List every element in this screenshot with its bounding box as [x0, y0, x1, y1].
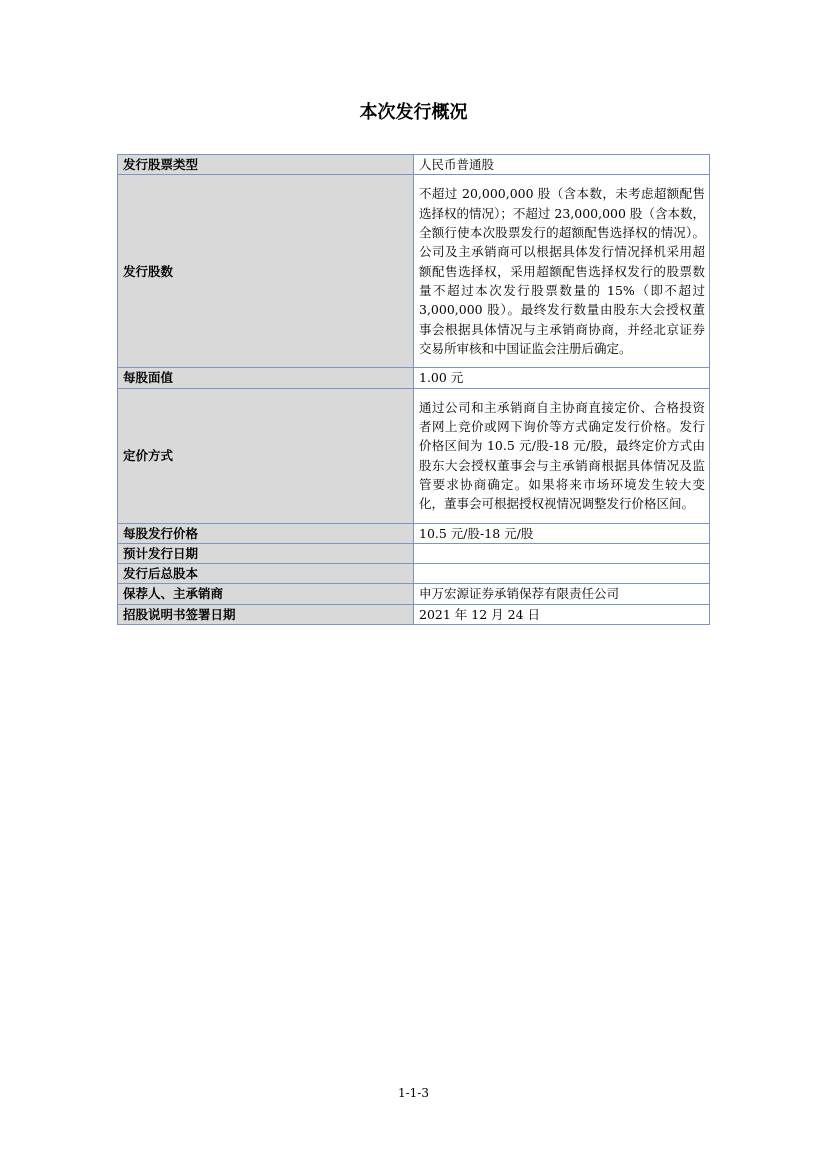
row-value-issue-date: [414, 543, 710, 563]
table-row: [118, 388, 710, 523]
row-value-share-count: 不超过 20,000,000 股（含本数，未考虑超额配售选择权的情况）；不超过 23,000,000 股（含本数，全额行使本次股票发行的超额配售选择权的情况）。公司及主承销商可以根据具体发行情况择机采用超额配售选择权，采用超额配售选择权发行的股票数量不超过本次发行股票数量的 15%（即不超过 3,000,000 股）。最终发行数量由股东大会授权董事会根据具体情况与主承销商协商，并经北京证券交易所审核和中国证监会注册后确定。: [414, 175, 710, 368]
row-label-share-count: 发行股数: [118, 175, 414, 368]
row-value-stock-type: 人民币普通股: [414, 155, 710, 175]
row-label-total-shares: 发行后总股本: [118, 564, 414, 584]
row-value-total-shares: [414, 564, 710, 584]
page-number: 1-1-3: [397, 1086, 429, 1100]
row-value-par-value: 1.00 元: [414, 368, 710, 388]
table-row: [118, 564, 710, 584]
page-title: 本次发行概况: [359, 102, 468, 123]
row-label-sponsor: 保荐人、主承销商: [118, 584, 414, 604]
table-row: [118, 584, 710, 604]
row-value-signing-date: 2021 年 12 月 24 日: [414, 604, 710, 624]
row-value-sponsor: 申万宏源证券承销保荐有限责任公司: [414, 584, 710, 604]
row-label-pricing-method: 定价方式: [118, 388, 414, 523]
row-label-par-value: 每股面值: [118, 368, 414, 388]
table-row: [118, 368, 710, 388]
row-label-stock-type: 发行股票类型: [118, 155, 414, 175]
offering-summary-table: [117, 154, 710, 625]
row-value-issue-price: 10.5 元/股-18 元/股: [414, 523, 710, 543]
table-row: [118, 523, 710, 543]
table-row: [118, 155, 710, 175]
row-label-issue-date: 预计发行日期: [118, 543, 414, 563]
table-row: [118, 543, 710, 563]
table-row: [118, 175, 710, 368]
row-label-signing-date: 招股说明书签署日期: [118, 604, 414, 624]
row-value-pricing-method: 通过公司和主承销商自主协商直接定价、合格投资者网上竞价或网下询价等方式确定发行价格。发行价格区间为 10.5 元/股-18 元/股，最终定价方式由股东大会授权董事会与主承销商根据具体情况及监管要求协商确定。如果将来市场环境发生较大变化，董事会可根据授权视情况调整发行价格区间。: [414, 388, 710, 523]
row-label-issue-price: 每股发行价格: [118, 523, 414, 543]
table-row: [118, 604, 710, 624]
